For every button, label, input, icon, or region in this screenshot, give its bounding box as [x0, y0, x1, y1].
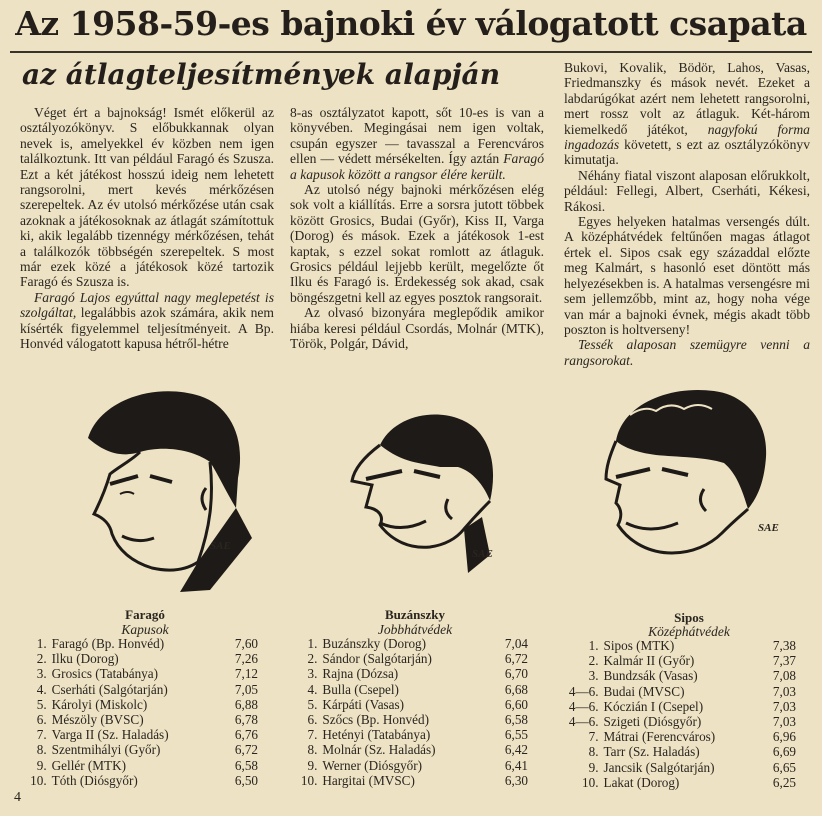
page-number: 4: [14, 790, 21, 805]
paragraph: Egyes helyeken hatalmas versengés dúlt. A középhátvédek feltűnően magas átlagot értek el. Sipos csak egy századdal előzte meg Kalmárt, s hasonló eset döntött más helyezésekben is. A hatalmas versengésre mi sem jellemzőbb, mint az, hogy noha vége van már a bajnoki évnek, mégis akadt több poszton is holtverseny!: [564, 214, 810, 337]
subheadline: az átlagteljesítmények alapján: [22, 58, 501, 91]
score-cell: 7,03: [772, 714, 796, 730]
right-backs-ranking-table: [290, 636, 528, 788]
paragraph: [564, 337, 810, 368]
table-row: [20, 742, 258, 757]
player-cell: Lakat (Dorog): [603, 774, 680, 790]
table-row: [554, 638, 796, 653]
rank-cell: 5.: [307, 696, 318, 712]
table-row: [554, 668, 796, 683]
center-backs-heading: Középhátvédek: [648, 624, 730, 639]
rank-cell: 3.: [588, 668, 599, 684]
score-cell: 6,96: [772, 729, 796, 745]
score-cell: 7,08: [772, 668, 796, 684]
buzanszky-caricature: [340, 405, 500, 590]
rank-cell: 1.: [588, 638, 599, 653]
score-cell: 6,60: [504, 696, 528, 712]
article-column-3: [564, 60, 810, 368]
table-row: [20, 666, 258, 681]
paragraph: Az utolsó négy bajnoki mérkőzésen elég sok volt a kiállítás. Erre a sorsra jutott többek között Grosics, Budai (Győr), Kiss II, Varga (Dorog) és mások. Ezek a játékosok 1-est kaptak, s ezzel sokat romlott az átlaguk. Grosics például lejjebb került, megelőzte őt Ilku és Faragó is. Érdekesség sok akad, csak böngészgetni kell az egyes posztok rangsorait.: [290, 182, 544, 305]
rank-cell: 9.: [307, 757, 318, 773]
rank-cell: 10.: [300, 772, 318, 788]
table-row: [290, 727, 528, 742]
rank-cell: 1.: [36, 636, 47, 651]
rank-cell: 4—6.: [568, 698, 599, 714]
rank-cell: 4.: [36, 681, 47, 697]
paragraph: Az olvasó bizonyára meglepődik amikor hiába keresi például Csordás, Molnár (MTK), Török, Polgár, Dávid,: [290, 305, 544, 352]
table-row: [290, 712, 528, 727]
article-column-2: [290, 105, 544, 352]
table-row: [290, 742, 528, 757]
table-row: [554, 699, 796, 714]
score-cell: 6,76: [234, 727, 258, 743]
table-row: [20, 758, 258, 773]
emphasis: nagyfokú forma ingadozás: [564, 121, 810, 153]
table-row: [554, 744, 796, 759]
rank-cell: 1.: [307, 636, 318, 651]
table-row: [20, 697, 258, 712]
player-cell: Bulla (Csepel): [322, 681, 399, 697]
rank-cell: 9.: [588, 759, 599, 775]
player-cell: Mátrai (Ferencváros): [603, 729, 716, 745]
rank-cell: 10.: [30, 772, 47, 788]
player-cell: Cserháti (Salgótarján): [51, 681, 168, 697]
table-row: [290, 651, 528, 666]
player-cell: Gellér (MTK): [51, 757, 126, 773]
rank-cell: 6.: [307, 712, 318, 728]
player-cell: Sipos (MTK): [603, 638, 675, 653]
score-cell: 6,55: [504, 727, 528, 743]
player-cell: Grosics (Tatabánya): [51, 666, 159, 682]
score-cell: 6,72: [504, 651, 528, 667]
score-cell: 7,60: [234, 636, 258, 651]
rank-cell: 5.: [36, 696, 47, 712]
player-cell: Faragó (Bp. Honvéd): [51, 636, 165, 651]
emphasis: Faragó Lajos egyúttal nagy meglepetést is szolgáltat,: [20, 289, 274, 321]
headline: Az 1958-59-es bajnoki év válogatott csapata: [15, 4, 807, 43]
rank-cell: 2.: [588, 653, 599, 669]
paragraph: [290, 105, 544, 182]
score-cell: 6,68: [504, 681, 528, 697]
table-row: [290, 773, 528, 788]
paragraph-text: legalábbis azok számára, akik nem kísérték figyelemmel teljesítményeit. A Bp. Honvéd válogatott kapusa hétről-hétre: [20, 305, 274, 352]
score-cell: 6,78: [234, 712, 258, 728]
paragraph: Néhány fiatal viszont alaposan előrukkolt, például: Fellegi, Albert, Cserháti, Kékesi, Rákosi.: [564, 167, 810, 214]
player-cell: Tarr (Sz. Haladás): [603, 744, 700, 760]
table-row: [554, 729, 796, 744]
rank-cell: 4—6.: [568, 683, 599, 699]
player-cell: Mészöly (BVSC): [51, 712, 144, 728]
player-cell: Hetényi (Tatabánya): [322, 727, 431, 743]
score-cell: 7,05: [234, 681, 258, 697]
paragraph-text: 8-as osztályzatot kapott, sőt 10-es is van a könyvében. Megingásai nem igen voltak, csupán egyszer — tavasszal a Ferencváros ellen — védett mérsékelten. Így aztán: [290, 105, 544, 167]
score-cell: 6,50: [234, 772, 258, 788]
emphasis: Faragó a kapusok között a rangsor élére került.: [290, 151, 544, 182]
player-cell: Varga II (Sz. Haladás): [51, 727, 169, 743]
rank-cell: 2.: [307, 651, 318, 667]
artist-signature: SAE: [472, 548, 493, 560]
player-cell: Jancsik (Salgótarján): [603, 759, 715, 775]
score-cell: 6,88: [234, 696, 258, 712]
buzanszky-name-label: Buzánszky: [385, 607, 445, 622]
table-row: [20, 727, 258, 742]
headline-rule: [10, 51, 812, 53]
farago-name-label: Faragó: [125, 607, 165, 622]
table-row: [290, 636, 528, 651]
table-row: [290, 697, 528, 712]
player-cell: Buzánszky (Dorog): [322, 636, 427, 651]
player-cell: Rajna (Dózsa): [322, 666, 399, 682]
player-cell: Sándor (Salgótarján): [322, 651, 432, 667]
rank-cell: 8.: [307, 742, 318, 758]
rank-cell: 7.: [588, 729, 599, 745]
player-cell: Tóth (Diósgyőr): [51, 772, 138, 788]
table-row: [554, 714, 796, 729]
player-cell: Werner (Diósgyőr): [322, 757, 423, 773]
table-row: [20, 636, 258, 651]
score-cell: 6,25: [772, 774, 796, 790]
player-cell: Kalmár II (Győr): [603, 653, 695, 669]
player-cell: Károlyi (Miskolc): [51, 696, 148, 712]
rank-cell: 7.: [36, 727, 47, 743]
rank-cell: 8.: [36, 742, 47, 758]
table-row: [290, 758, 528, 773]
score-cell: 7,26: [234, 651, 258, 667]
artist-signature: SAE: [758, 522, 779, 534]
sipos-caricature: [596, 385, 781, 590]
rank-cell: 4.: [307, 681, 318, 697]
paragraph: [564, 60, 810, 168]
rank-cell: 3.: [307, 666, 318, 682]
player-cell: Bundzsák (Vasas): [603, 668, 698, 684]
player-cell: Molnár (Sz. Haladás): [322, 742, 436, 758]
table-row: [20, 773, 258, 788]
score-cell: 7,12: [234, 666, 258, 682]
goalkeepers-ranking-table: [20, 636, 258, 788]
score-cell: 7,04: [504, 636, 528, 651]
center-backs-ranking-table: [554, 638, 796, 790]
score-cell: 6,69: [772, 744, 796, 760]
paragraph-text: követett, s ezt az osztályzókönyv kimutatja.: [564, 137, 810, 168]
sipos-name-label: Sipos: [674, 610, 704, 625]
paragraph: Véget ért a bajnokság! Ismét előkerül az osztályozókönyv. S előbukkannak olyan nevek is, amelyekkel év közben nem igen találkoztunk. Itt van például Faragó és Szusza. Ezt a két játékost hosszú ideig nem lehetett rangsorolni, mert kevés mérkőzésen szerepeltek. Az év utolsó mérkőzése után csak azoknak a játékosoknak az átlagát számítottuk ki, akik legalább tizennégy mérkőzésen, tehát a találkozók többségén szerepeltek. S most már ezek közé a játékosok közé tartozik Faragó és Szusza is.: [20, 105, 274, 290]
table-row: [20, 651, 258, 666]
score-cell: 6,72: [234, 742, 258, 758]
player-cell: Kárpáti (Vasas): [322, 696, 405, 712]
player-cell: Kóczián I (Csepel): [603, 698, 704, 714]
player-cell: Hargitai (MVSC): [322, 772, 415, 788]
goalkeepers-heading: Kapusok: [121, 622, 169, 637]
paragraph-text: Bukovi, Kovalik, Bödör, Lahos, Vasas, Friedmanszky és mások nevét. Ezeket a labdarúgókat azért nem lehetett rangsorolni, mert rossz volt az átlaguk. Két-három kiemelkedő játékot,: [564, 60, 810, 137]
score-cell: 6,41: [504, 757, 528, 773]
score-cell: 6,70: [504, 666, 528, 682]
rank-cell: 10.: [582, 774, 599, 790]
rank-cell: 4—6.: [568, 714, 599, 730]
rank-cell: 7.: [307, 727, 318, 743]
emphasis: Tessék alaposan szemügyre venni a rangsorokat.: [564, 337, 810, 368]
artist-signature: SAE: [210, 540, 231, 552]
article-column-1: [20, 105, 274, 352]
player-cell: Szigeti (Diósgyőr): [603, 714, 702, 730]
rank-cell: 8.: [588, 744, 599, 760]
rank-cell: 3.: [36, 666, 47, 682]
player-cell: Ilku (Dorog): [51, 651, 119, 667]
score-cell: 6,58: [234, 757, 258, 773]
player-cell: Szentmihályi (Győr): [51, 742, 161, 758]
player-cell: Szőcs (Bp. Honvéd): [322, 712, 429, 728]
score-cell: 6,58: [504, 712, 528, 728]
right-backs-heading: Jobbhátvédek: [377, 622, 453, 637]
table-row: [290, 682, 528, 697]
score-cell: 7,03: [772, 683, 796, 699]
score-cell: 7,37: [772, 653, 796, 669]
farago-caricature: [60, 378, 260, 598]
score-cell: 6,65: [772, 759, 796, 775]
score-cell: 6,30: [504, 772, 528, 788]
rank-cell: 2.: [36, 651, 47, 667]
table-row: [290, 666, 528, 681]
table-row: [20, 712, 258, 727]
rank-cell: 9.: [36, 757, 47, 773]
player-cell: Budai (MVSC): [603, 683, 685, 699]
rank-cell: 6.: [36, 712, 47, 728]
paragraph: [20, 290, 274, 352]
table-row: [554, 684, 796, 699]
table-row: [554, 653, 796, 668]
score-cell: 7,03: [772, 698, 796, 714]
score-cell: 7,38: [772, 638, 796, 653]
table-row: [554, 760, 796, 775]
score-cell: 6,42: [504, 742, 528, 758]
table-row: [554, 775, 796, 790]
table-row: [20, 682, 258, 697]
